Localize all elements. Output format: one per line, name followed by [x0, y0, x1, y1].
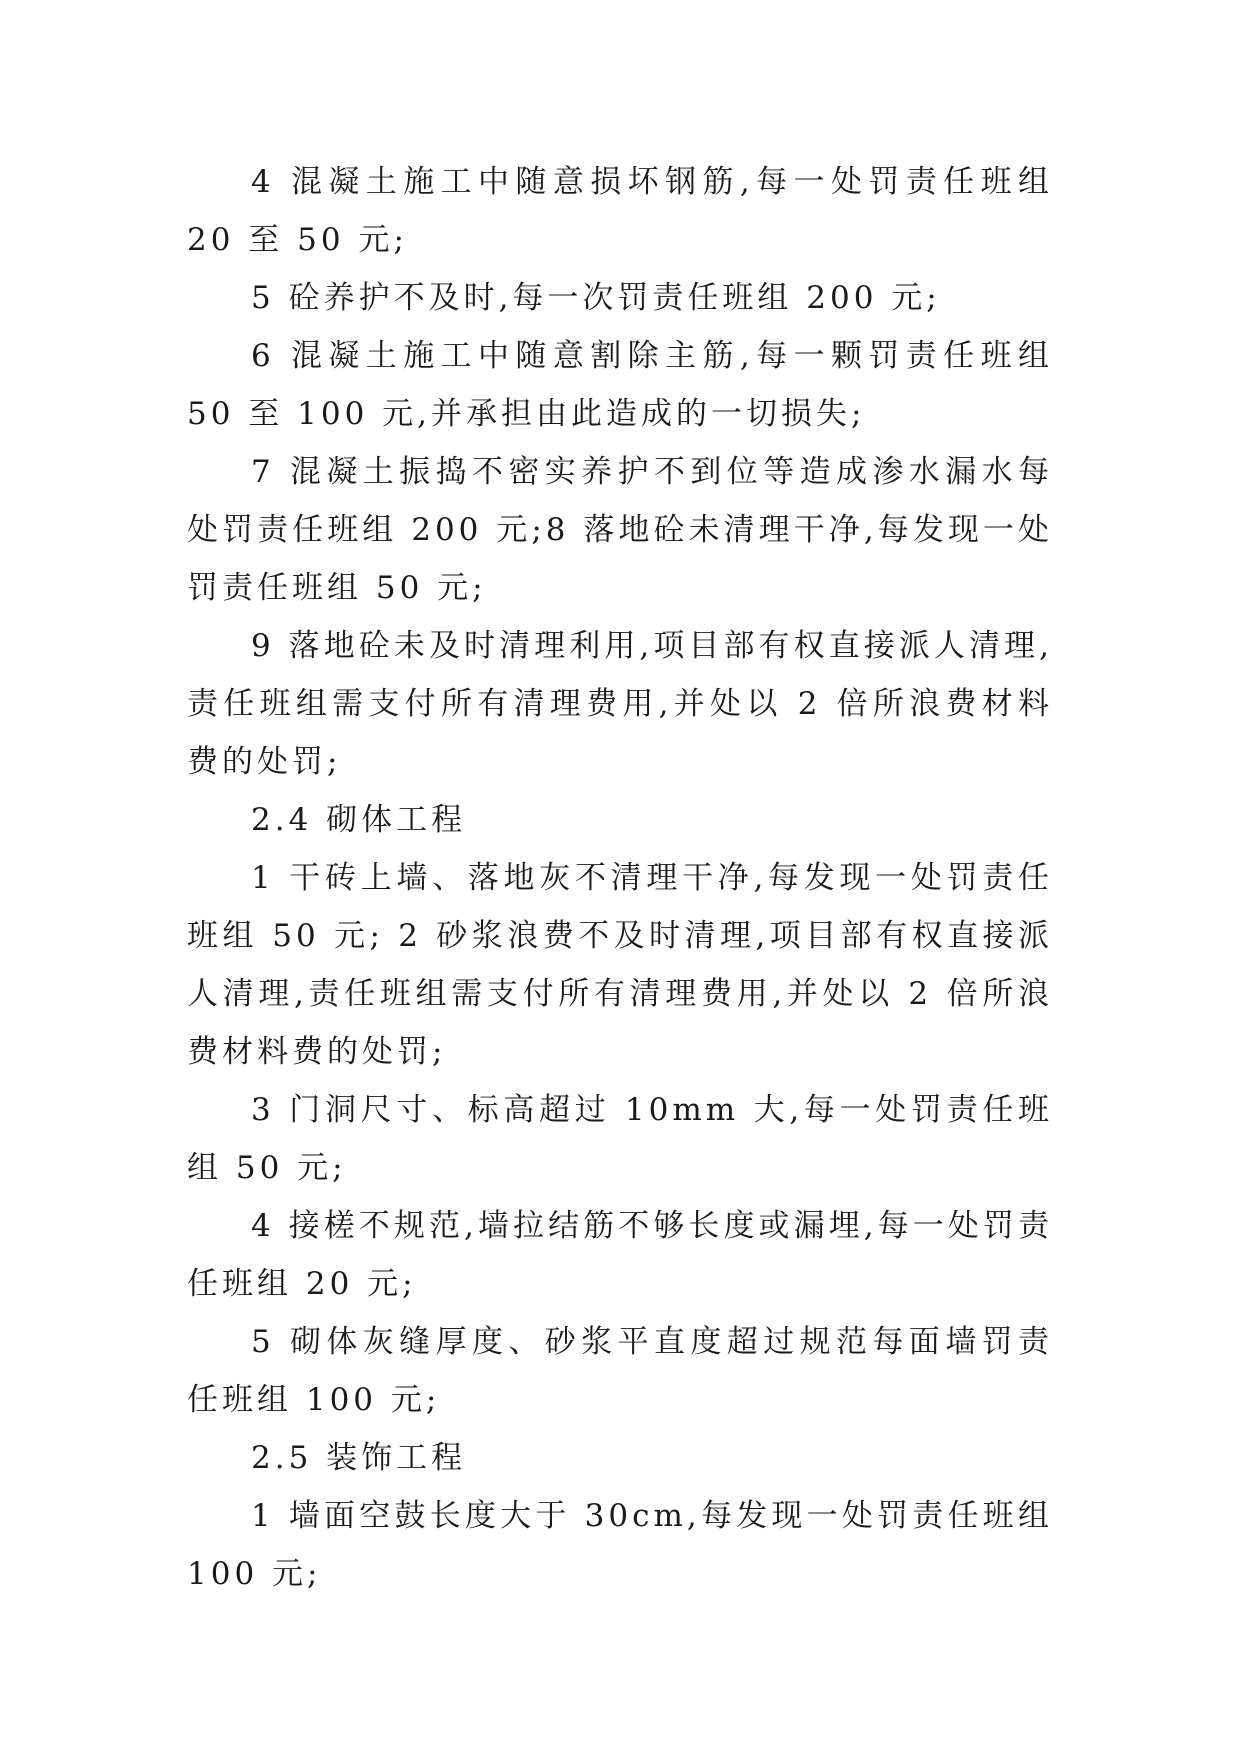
- paragraph-dry-brick-mortar: 1 干砖上墙、落地灰不清理干净,每发现一处罚责任班组 50 元; 2 砂浆浪费不及时清理,项目部有权直接派人清理,责任班组需支付所有清理费用,并处以 2 倍所浪费材料费的处罚;: [187, 860, 1053, 1070]
- section-heading-masonry: 2.4 砌体工程: [251, 802, 467, 838]
- paragraph-toothing-tie-bars: 4 接槎不规范,墙拉结筋不够长度或漏埋,每一处罚责任班组 20 元;: [187, 1208, 1053, 1302]
- paragraph-fallen-concrete: 9 落地砼未及时清理利用,项目部有权直接派人清理,责任班组需支付所有清理费用,并处以 2 倍所浪费材料费的处罚;: [187, 628, 1053, 780]
- paragraph-wall-hollowing: 1 墙面空鼓长度大于 30cm,每发现一处罚责任班组 100 元;: [187, 1498, 1053, 1592]
- paragraph-mortar-joints: 5 砌体灰缝厚度、砂浆平直度超过规范每面墙罚责任班组 100 元;: [187, 1324, 1053, 1418]
- paragraph-concrete-curing: 5 砼养护不及时,每一次罚责任班组 200 元;: [251, 280, 941, 316]
- document-body: [187, 153, 1053, 1603]
- paragraph-vibration-leakage: 7 混凝土振捣不密实养护不到位等造成渗水漏水每处罚责任班组 200 元;8 落地砼未清理干净,每发现一处罚责任班组 50 元;: [187, 454, 1053, 606]
- section-heading-decoration: 2.5 装饰工程: [251, 1440, 467, 1476]
- paragraph-door-opening: 3 门洞尺寸、标高超过 10mm 大,每一处罚责任班组 50 元;: [187, 1092, 1053, 1186]
- paragraph-main-rebar-cutting: 6 混凝土施工中随意割除主筋,每一颗罚责任班组 50 至 100 元,并承担由此造成的一切损失;: [187, 338, 1053, 432]
- paragraph-concrete-rebar-damage: 4 混凝土施工中随意损坏钢筋,每一处罚责任班组 20 至 50 元;: [187, 164, 1053, 258]
